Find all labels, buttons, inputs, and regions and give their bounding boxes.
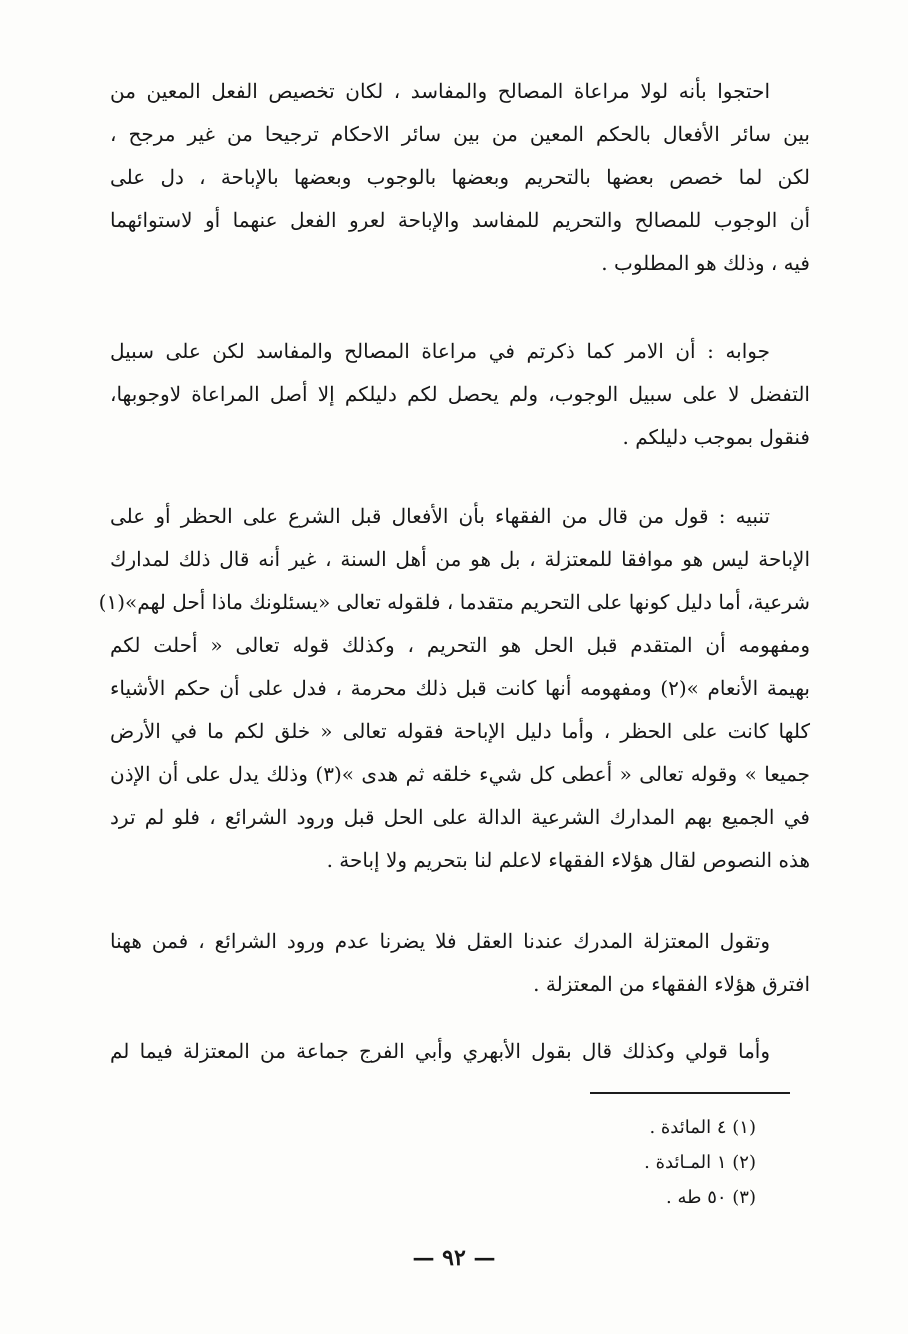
text-line: احتجوا بأنه لولا مراعاة المصالح والمفاسد ، لكان تخصيص الفعل المعين من bbox=[110, 79, 770, 103]
text-line: فنقول بموجب دليلكم . bbox=[622, 425, 810, 449]
text-line: أن الوجوب للمصالح والتحريم للمفاسد والإباحة لعرو الفعل عنهما أو لاستوائهما bbox=[110, 208, 810, 232]
text-line: شرعية، أما دليل كونها على التحريم متقدما ، فلقوله تعالى «يسئلونك ماذا أحل لهم»(١) bbox=[98, 590, 810, 614]
text-line: تنبيه : قول من قال من الفقهاء بأن الأفعال قبل الشرع على الحظر أو على bbox=[110, 504, 770, 528]
text-line: جوابه : أن الامر كما ذكرتم في مراعاة المصالح والمفاسد لكن على سبيل bbox=[110, 339, 770, 363]
footnote-3: (٣) ٥٠ طه . bbox=[666, 1187, 756, 1208]
paragraph-note bbox=[98, 495, 811, 882]
page-number: — ٩٢ — bbox=[412, 1245, 496, 1271]
text-line: التفضل لا على سبيل الوجوب، ولم يحصل لكم دليلكم إلا أصل المراعاة لاوجوبها، bbox=[110, 382, 810, 406]
text-line: الإباحة ليس هو موافقا للمعتزلة ، بل هو من أهل السنة ، غير أنه قال ذلك لمدارك bbox=[110, 547, 810, 571]
paragraph-argument bbox=[110, 70, 810, 285]
text-line: بين سائر الأفعال بالحكم المعين من بين سائر الاحكام ترجيحا من غير مرجح ، bbox=[110, 122, 810, 146]
text-line: جميعا » وقوله تعالى « أعطى كل شيء خلقه ثم هدى »(٣) وذلك يدل على أن الإذن bbox=[110, 762, 810, 786]
footnote-divider bbox=[590, 1092, 790, 1094]
text-line: بهيمة الأنعام »(٢) ومفهومه أنها كانت قبل ذلك محرمة ، فدل على أن حكم الأشياء bbox=[110, 676, 811, 700]
paragraph-mutazila bbox=[110, 920, 810, 1006]
text-line: هذه النصوص لقال هؤلاء الفقهاء لاعلم لنا بتحريم ولا إباحة . bbox=[326, 848, 810, 872]
footnotes bbox=[644, 1110, 756, 1215]
text-line: افترق هؤلاء الفقهاء من المعتزلة . bbox=[533, 972, 810, 996]
text-line: وتقول المعتزلة المدرك عندنا العقل فلا يضرنا عدم ورود الشرائع ، فمن ههنا bbox=[110, 929, 770, 953]
text-line: في الجميع بهم المدارك الشرعية الدالة على الحل قبل ورود الشرائع ، فلو لم ترد bbox=[110, 805, 810, 829]
paragraph-continuation bbox=[110, 1030, 810, 1073]
text-line: ومفهومه أن المتقدم قبل الحل هو التحريم ، وكذلك قوله تعالى « أحلت لكم bbox=[110, 633, 810, 657]
text-line: فيه ، وذلك هو المطلوب . bbox=[601, 251, 810, 275]
footnote-1: (١) ٤ المائدة . bbox=[649, 1117, 756, 1138]
footnote-2: (٢) ١ المـائدة . bbox=[644, 1152, 756, 1173]
text-line: وأما قولي وكذلك قال بقول الأبهري وأبي الفرج جماعة من المعتزلة فيما لم bbox=[110, 1039, 770, 1063]
paragraph-answer bbox=[110, 330, 810, 459]
text-line: لكن لما خصص بعضها بالتحريم وبعضها بالوجوب وبعضها بالإباحة ، دل على bbox=[110, 165, 810, 189]
text-line: كلها كانت على الحظر ، وأما دليل الإباحة فقوله تعالى « خلق لكم ما في الأرض bbox=[110, 719, 810, 743]
